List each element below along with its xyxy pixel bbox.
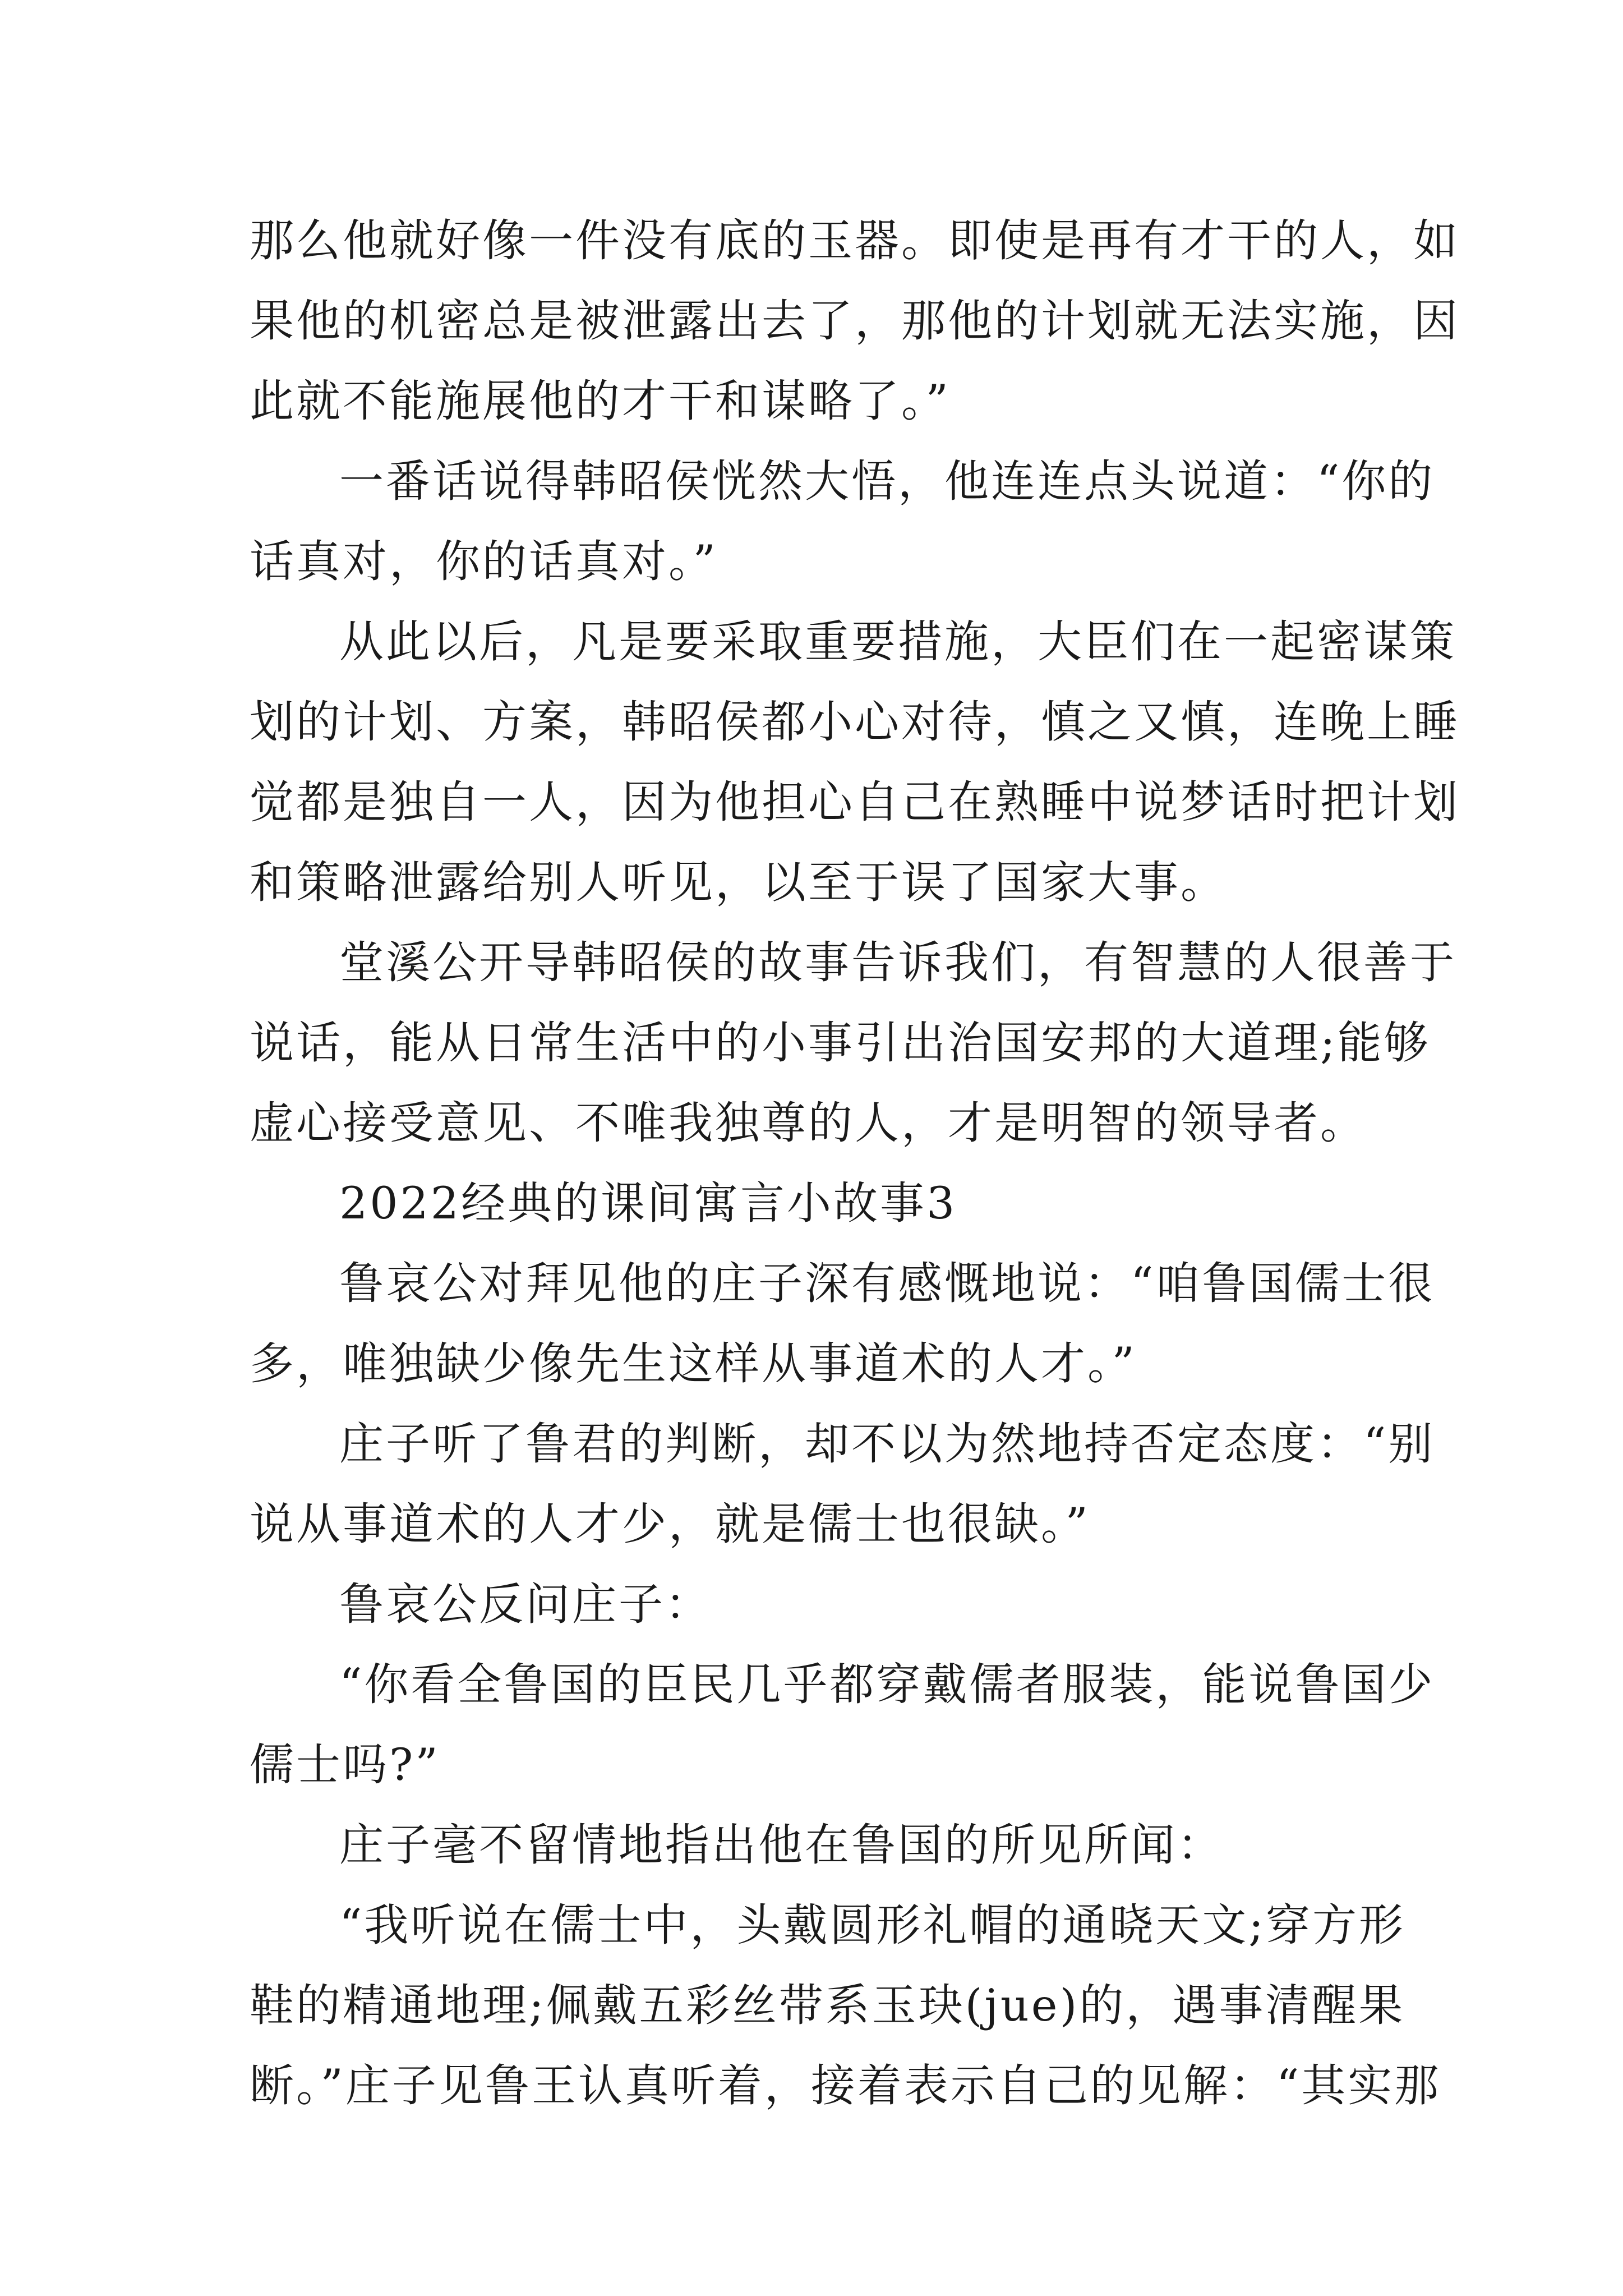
body-text bbox=[250, 201, 1460, 2126]
text-line: 和策略泄露给别人听见，以至于误了国家大事。 bbox=[250, 857, 1227, 908]
text-line: 那么他就好像一件没有底的玉器。即使是再有才干的人，如 bbox=[250, 215, 1460, 266]
text-line: 说从事道术的人才少，就是儒士也很缺。” bbox=[250, 1498, 1090, 1550]
text-line: 儒士吗?” bbox=[250, 1739, 440, 1791]
text-line: 鲁哀公对拜见他的庄子深有感慨地说：“咱鲁国儒士很 bbox=[339, 1258, 1435, 1309]
text-line: 鞋的精通地理;佩戴五彩丝带系玉玦(jue)的，遇事清醒果 bbox=[250, 1980, 1405, 2031]
text-line: 庄子听了鲁君的判断，却不以为然地持否定态度：“别 bbox=[339, 1418, 1435, 1470]
text-line: 庄子毫不留情地指出他在鲁国的所见所闻： bbox=[339, 1819, 1224, 1871]
text-line: 多，唯独缺少像先生这样从事道术的人才。” bbox=[250, 1338, 1137, 1389]
text-line: 虚心接受意见、不唯我独尊的人，才是明智的领导者。 bbox=[250, 1097, 1367, 1149]
text-line: 划的计划、方案，韩昭侯都小心对待，慎之又慎，连晚上睡 bbox=[250, 696, 1460, 748]
text-line: 此就不能施展他的才干和谋略了。” bbox=[250, 375, 951, 427]
text-line: 果他的机密总是被泄露出去了，那他的计划就无法实施，因 bbox=[250, 295, 1460, 347]
text-line: 从此以后，凡是要采取重要措施，大臣们在一起密谋策 bbox=[339, 616, 1456, 668]
text-line: 堂溪公开导韩昭侯的故事告诉我们，有智慧的人很善于 bbox=[339, 937, 1456, 988]
text-line: 断。”庄子见鲁王认真听着，接着表示自己的见解：“其实那 bbox=[250, 2060, 1441, 2111]
text-line: 2022经典的课间寓言小故事3 bbox=[339, 1177, 957, 1229]
text-line: 觉都是独自一人，因为他担心自己在熟睡中说梦话时把计划 bbox=[250, 776, 1460, 828]
text-line: 一番话说得韩昭侯恍然大悟，他连连点头说道：“你的 bbox=[339, 455, 1435, 507]
text-line: “你看全鲁国的臣民几乎都穿戴儒者服装，能说鲁国少 bbox=[339, 1659, 1435, 1710]
text-line: 话真对，你的话真对。” bbox=[250, 536, 718, 587]
text-line: 说话，能从日常生活中的小事引出治国安邦的大道理;能够 bbox=[250, 1017, 1431, 1069]
text-line: 鲁哀公反问庄子： bbox=[339, 1579, 712, 1630]
text-line: “我听说在儒士中，头戴圆形礼帽的通晓天文;穿方形 bbox=[339, 1899, 1406, 1951]
